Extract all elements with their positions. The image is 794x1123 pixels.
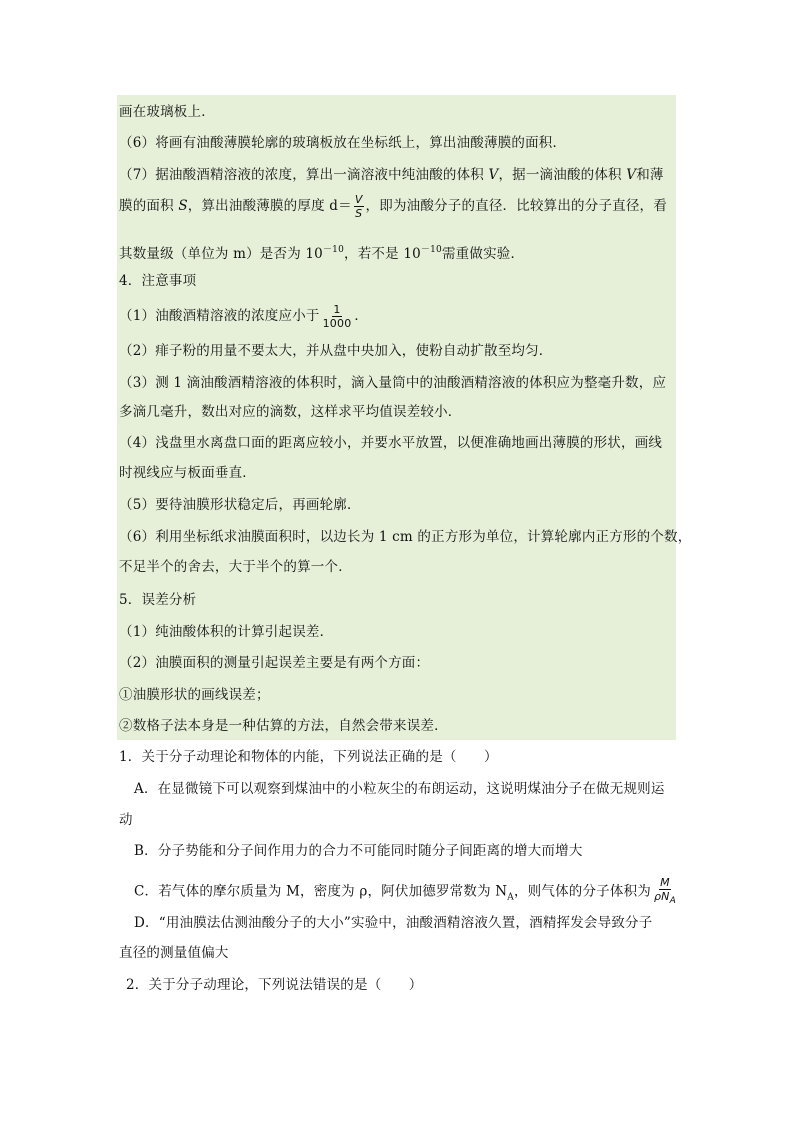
question-1-option-d: D．“用油膜法估测油酸分子的大小”实验中，油酸酒精溶液久置，酒精挥发会导致分子 [134, 915, 653, 931]
text-line: （3）测 1 滴油酸酒精溶液的体积时，滴入量筒中的油酸酒精溶液的体积应为整毫升数，应 [119, 375, 667, 391]
question-1-option-a-cont: 动 [119, 812, 133, 828]
section-heading: 5．误差分析 [119, 592, 197, 608]
text-line: 膜的面积 S，算出油酸薄膜的厚度 d＝ $\frac{V}{S}$ ，即为油酸分子的直径．比较算出的分子直径，看 [119, 193, 667, 220]
fraction-1-over-1000: $\frac{1}{1000}$ [322, 303, 352, 330]
text-line: （1）纯油酸体积的计算引起误差． [119, 624, 334, 640]
text-line: （6）利用坐标纸求油膜面积时，以边长为 1 cm 的正方形为单位，计算轮廓内正方形的个数， [119, 529, 692, 545]
text-line: 时视线应与板面垂直． [119, 465, 256, 481]
text-line: ②数格子法本身是一种估算的方法，自然会带来误差． [119, 718, 448, 734]
text-line: （1）油酸酒精溶液的浓度应小于 $\frac{1}{1000}$ ． [119, 303, 369, 330]
text-line: 画在玻璃板上． [119, 104, 215, 120]
question-2-stem: 2．关于分子动理论，下列说法错误的是（ ） [126, 977, 423, 993]
text-line: （4）浅盘里水离盘口面的距离应较小，并要水平放置，以便准确地画出薄膜的形状，画线 [119, 435, 663, 451]
text-line: （7）据油酸酒精溶液的浓度，算出一滴溶液中纯油酸的体积 V，据一滴油酸的体积 V和薄 [119, 167, 664, 183]
text-line: （6）将画有油酸薄膜轮廓的玻璃板放在坐标纸上，算出油酸薄膜的面积． [119, 135, 567, 151]
question-1-stem: 1．关于分子动理论和物体的内能，下列说法正确的是（ ） [119, 749, 498, 765]
fraction-m-over-rho-na: $\frac{M}{\rho N_A}$ [653, 876, 676, 907]
text-line: （2）痱子粉的用量不要太大，并从盘中央加入，使粉自动扩散至均匀． [119, 343, 553, 359]
question-1-option-c: C．若气体的摩尔质量为 M，密度为 ρ，阿伏加德罗常数为 $N_A$，则气体的分子体积为 $\frac{M}{\rho N_A}$ [134, 876, 676, 907]
text-line: 多滴几毫升，数出对应的滴数，这样求平均值误差较小． [119, 404, 462, 420]
text-line: （5）要待油膜形状稳定后，再画轮廓． [119, 497, 361, 513]
text-line: 其数量级（单位为 m）是否为 $10^{-10}$，若不是 $10^{-10}$需重做实验． [119, 245, 525, 262]
text-line: 不足半个的舍去，大于半个的算一个． [119, 559, 352, 575]
fraction-v-over-s: $\frac{V}{S}$ [354, 193, 363, 220]
question-1-option-b: B．分子势能和分子间作用力的合力不可能同时随分子间距离的增大而增大 [134, 843, 583, 859]
question-1-option-d-cont: 直径的测量值偏大 [119, 945, 229, 961]
text-line: （2）油膜面积的测量引起误差主要是有两个方面： [119, 655, 430, 671]
section-heading: 4．注意事项 [119, 273, 197, 289]
text-line: ①油膜形状的画线误差； [119, 687, 270, 703]
question-1-option-a: A．在显微镜下可以观察到煤油中的小粒灰尘的布朗运动，这说明煤油分子在做无规则运 [134, 781, 665, 797]
